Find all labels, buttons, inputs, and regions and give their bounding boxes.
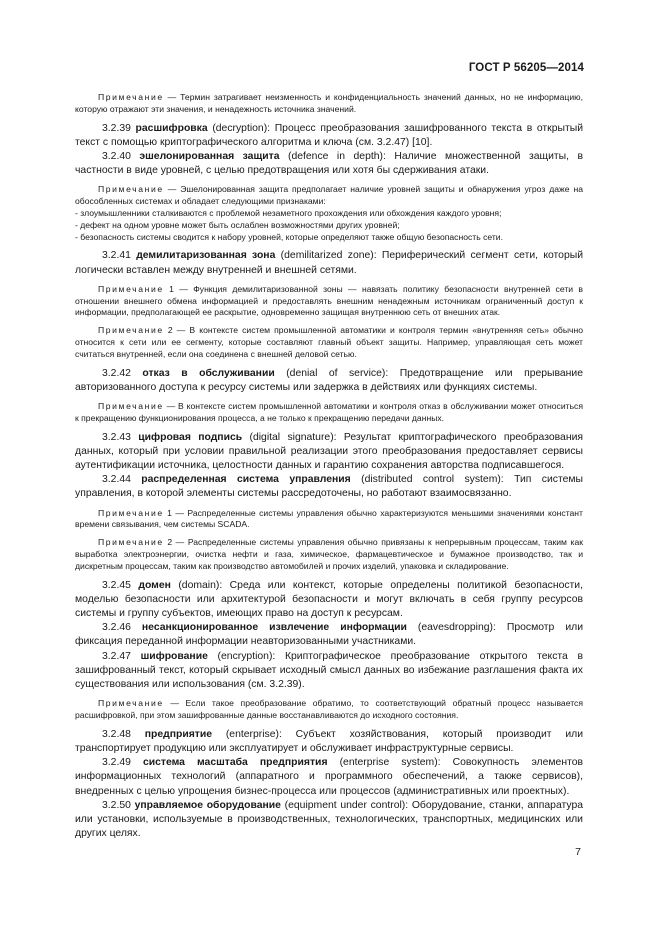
definition-text: (digital signature): Результат криптографического преобразования данных, который при условии правильной реализации этого преобразования предоставляет сервисы аутентификации источника, целостности данных и гарантию сохранения авторства подписавшегося. [75,431,584,471]
term: эшелонированная защита [139,151,280,162]
definition-3-2-49 [75,756,583,799]
note-text: — Эшелонированная защита предполагает наличие уровней защиты и обнаружения угроз даже на обособленных системах и обладает следующими признаками: [75,184,583,207]
term: отказ в обслуживании [142,367,275,379]
clause-number: 3.2.48 [102,728,131,740]
definition-3-2-39 [75,122,583,150]
definition-3-2-41 [75,249,583,277]
note-label: Примечание [98,537,164,548]
term: домен [138,579,171,591]
document-standard-header: ГОСТ Р 56205—2014 [468,62,584,74]
note-label: Примечание [98,283,164,294]
definition-3-2-50 [75,799,583,842]
note-label: Примечание [98,400,164,411]
note-text: 1 — Распределенные системы управления обычно характеризуются меньшими значениями констант времени связывания, чем системы SCADA. [75,507,583,530]
note [75,184,583,208]
term: распределенная система управления [141,474,351,486]
definition-text: (encryption): Криптографическое преобразование открытого текста в зашифрованный текст, который скрывает исходный смысл данных во избежание разглашения факта их существования или использования (см. 3.2.39). [75,650,583,690]
clause-number: 3.2.40 [102,151,131,162]
note-text: — В контексте систем промышленной автоматики и контроля отказ в обслуживании может относиться к прекращению функционирования процесса, а не только к прекращению передачи данных. [75,400,584,423]
note [75,698,583,722]
page-number: 7 [575,846,581,858]
term: цифровая подпись [138,431,243,443]
definition-3-2-45 [75,579,583,622]
note-label: Примечание [98,507,164,518]
note-label: Примечание [98,92,164,102]
term: несанкционированное извлечение информации [141,622,407,634]
note [75,401,583,425]
note-text: — Термин затрагивает неизменность и конфиденциальность значений данных, но не информацию, которую отражают эти значения, и ненадежность источника значений. [75,92,583,114]
clause-number: 3.2.50 [102,799,131,811]
definition-text: (enterprise): Субъект хозяйствования, который производит или транспортирует продукцию или эксплуатирует и обслуживает инфраструктурные сервисы. [75,728,584,754]
note-label: Примечание [98,325,164,336]
clause-number: 3.2.49 [102,757,131,769]
definition-text: (distributed control system): Тип системы управления, в которой элементы системы рассредоточены, но работают взаимосвязанно. [75,474,583,500]
definition-3-2-42 [75,367,583,395]
note-text: 2 — В контексте систем промышленной автоматики и контроля термин «внутренняя сеть» обычно относится к сети или ее сегменту, которые составляют главный объект защиты. Например, управляющая сеть может считаться внутренней, если она соединена с внешней деловой сетью. [75,325,584,359]
clause-number: 3.2.45 [102,579,131,591]
clause-number: 3.2.43 [102,431,131,443]
definition-3-2-44 [75,473,583,501]
note [75,284,583,319]
clause-number: 3.2.41 [102,250,131,262]
clause-number: 3.2.47 [102,650,131,662]
definition-3-2-46 [75,621,583,649]
clause-number: 3.2.42 [102,367,131,379]
list-item: - злоумышленники сталкиваются с проблемой незаметного прохождения или обхождения каждого уровня; [75,208,502,218]
definition-text: (equipment under control): Оборудование, станки, аппаратура или установки, используемые в производственных, технологических, транспортных, медицинских или других целях. [75,799,584,840]
definition-3-2-40 [75,150,583,178]
term: предприятие [144,728,213,740]
clause-number: 3.2.39 [102,122,131,134]
document-body [75,92,583,841]
definition-text: (demilitarized zone): Периферический сегмент сети, который логически вставлен между внутренней и внешней сетями. [75,250,584,276]
note [75,508,583,532]
list-item: - безопасность системы сводится к набору уровней, которые определяют также общую безопасность сети. [75,231,503,242]
term: шифрование [140,650,208,662]
definition-text: (defence in depth): Наличие множественной защиты, в частности в виде уровней, с целью предотвращения или хотя бы сдерживания атаки. [75,151,584,177]
note-label: Примечание [98,184,164,195]
clause-number: 3.2.46 [102,622,131,634]
term: демилитаризованная зона [136,250,276,262]
definition-text: (denial of service): Предотвращение или прерывание авторизованного доступа к ресурсу системы или задержка в действиях или функциях системы. [75,367,584,393]
note-bullet-list [75,208,583,243]
definition-text: (enterprise system): Совокупность элементов информационных технологий (аппаратного и программного обеспечений, а также сервисов), внедренных с целью упрощения бизнес-процесса или процессов (административных или проектных). [75,757,584,797]
list-item: - дефект на одном уровне может быть ослаблен возможностями других уровней; [75,219,400,230]
note-label: Примечание [98,698,164,709]
note [75,325,583,360]
note [75,537,583,572]
term: система масштаба предприятия [142,757,328,769]
note-text: — Если такое преобразование обратимо, то соответствующий обратный процесс называется расшифровкой, при этом зашифрованные данные восстанавливаются до исходного состояния. [75,698,583,720]
clause-number: 3.2.44 [102,474,131,486]
definition-text: (domain): Среда или контекст, которые определены политикой безопасности, моделью безопасности или архитектурой безопасности и могут включать в себя группу ресурсов системы и группу субъектов, имеющих право на доступ к ресурсам. [75,579,584,619]
note [75,92,583,116]
note-text: 2 — Распределенные системы управления обычно привязаны к непрерывным процессам, таким как выработка электроэнергии, очистка нефти и газа, химическое, фармацевтическое и бумажное производство, так и дискретным процессам, таким как производство автомобилей и прочих изделий, упаковка и складирование. [75,537,583,571]
definition-3-2-47 [75,650,583,693]
definition-text: (decryption): Процесс преобразования зашифрованного текста в открытый текст с помощью криптографического алгоритма и ключа (см. 3.2.47) [10]. [75,122,584,148]
note-text: 1 — Функция демилитаризованной зоны — навязать политику безопасности внутренней сети в отношении внешнего обмена информацией и предоставлять внешним ненадежным источникам ограниченный доступ к информации, предполагающей ее раскрытие, одновременно защищая внутреннюю сеть от внешних атак. [75,283,583,318]
definition-3-2-48 [75,728,583,756]
term: управляемое оборудование [134,799,281,811]
term: расшифровка [135,122,208,134]
definition-3-2-43 [75,431,583,474]
definition-text: (eavesdropping): Просмотр или фиксация переданной информации неавторизованными участниками. [75,622,584,648]
